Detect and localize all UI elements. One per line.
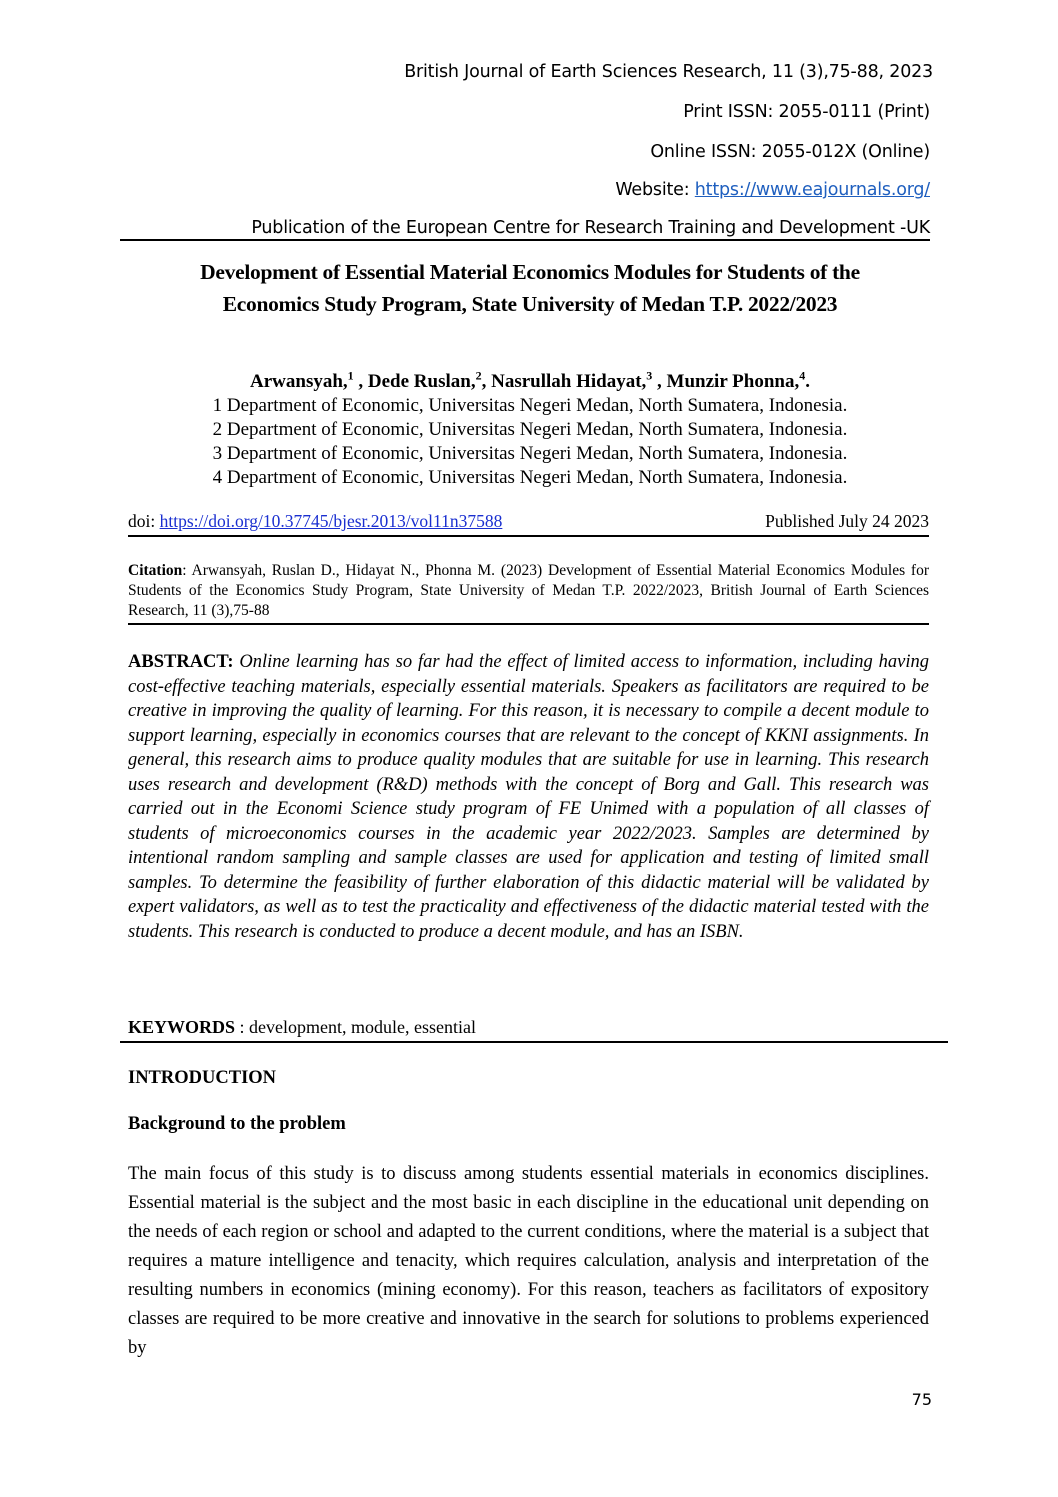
author: Dede Ruslan,$^2$, xyxy=(367,369,492,393)
author-names xyxy=(120,364,940,394)
title-line-1: Development of Essential Material Economics Modules for Students of the xyxy=(200,260,860,284)
journal-citation-line: British Journal of Earth Sciences Research, 11 (3),75-88, 2023 xyxy=(404,62,933,82)
published-date: Published July 24 2023 xyxy=(765,511,929,531)
website-label: Website: xyxy=(615,180,695,200)
print-issn: Print ISSN: 2055-0111 (Print) xyxy=(683,102,930,122)
publisher-line: Publication of the European Centre for Research Training and Development -UK xyxy=(120,218,930,241)
author: Nasrullah Hidayat,$^3$ , xyxy=(491,369,667,393)
doi-link[interactable]: https://doi.org/10.37745/bjesr.2013/vol11n37588 xyxy=(159,511,503,531)
affiliation: 4 Department of Economic, Universitas Negeri Medan, North Sumatera, Indonesia. xyxy=(212,467,848,489)
doi: doi: https://doi.org/10.37745/bjesr.2013/vol11n37588 xyxy=(128,511,503,531)
affiliation: 3 Department of Economic, Universitas Negeri Medan, North Sumatera, Indonesia. xyxy=(212,443,848,465)
author: Arwansyah,$^1$ , xyxy=(250,369,368,393)
citation xyxy=(128,561,929,625)
doi-row xyxy=(128,511,929,537)
abstract-text: Online learning has so far had the effect of limited access to information, including having cost-effective teaching materials, especially essential materials. Speakers as facilitators are required to be creative in improving the quality of learning. For this reason, it is necessary to compile a decent module to support learning, especially in economics courses that are relevant to the concept of KKNI assignments. In general, this research aims to produce quality modules that are suitable for use in learning. This research uses research and development (R&D) methods with the concept of Borg and Gall. This research was carried out in the Economi Science study program of FE Unimed with a population of all classes of students of microeconomics courses in the academic year 2022/2023. Samples are determined by intentional random sampling and sample classes are used for application and testing of limited small samples. To determine the feasibility of further elaboration of this didactic material will be validated by expert validators, as well as to test the practicality and effectiveness of the didactic material tested with the students. This research is conducted to produce a decent module, and has an ISBN. xyxy=(128,652,929,942)
page-number: 75 xyxy=(911,1390,932,1409)
section-heading-introduction: INTRODUCTION xyxy=(128,1068,277,1088)
author: Munzir Phonna,$^4$. xyxy=(666,369,810,393)
website-line xyxy=(615,180,930,200)
abstract-label: ABSTRACT xyxy=(128,652,228,672)
body-paragraph: The main focus of this study is to discuss among students essential materials in economics disciplines. Essential material is the subject and the most basic in each discipline in the educational unit depending on the needs of each region or school and adapted to the current conditions, where the material is a subject that requires a mature intelligence and tenacity, which requires calculation, analysis and interpretation of the resulting numbers in economics (mining economy). For this reason, teachers as facilitators of expository classes are required to be more creative and innovative in the search for solutions to problems experienced by xyxy=(128,1164,929,1358)
affiliation: 1 Department of Economic, Universitas Negeri Medan, North Sumatera, Indonesia. xyxy=(212,395,848,417)
subsection-heading-background: Background to the problem xyxy=(128,1114,346,1134)
keywords-label: KEYWORDS xyxy=(128,1017,236,1037)
website-link[interactable]: https://www.eajournals.org/ xyxy=(694,180,930,200)
paper-title xyxy=(120,256,940,320)
title-line-2: Economics Study Program, State University of Medan T.P. 2022/2023 xyxy=(222,292,838,316)
citation-label: Citation xyxy=(128,562,183,579)
authors-block xyxy=(120,364,940,490)
keywords-text: : development, module, essential xyxy=(235,1017,476,1037)
abstract: ABSTRACT: Online learning has so far had the effect of limited access to information, including having cost-effective teaching materials, especially essential materials. Speakers as facilitators are required to be creative in improving the quality of learning. For this reason, it is necessary to compile a decent module to support learning, especially in economics courses that are relevant to the concept of KKNI assignments. In general, this research aims to produce quality modules that are suitable for use in learning. This research uses research and development (R&D) methods with the concept of Borg and Gall. This research was carried out in the Economi Science study program of FE Unimed with a population of all classes of students of microeconomics courses in the academic year 2022/2023. Samples are determined by intentional random sampling and sample classes are used for application and testing of limited small samples. To determine the feasibility of further elaboration of this didactic material will be validated by expert validators, as well as to test the practicality and effectiveness of the didactic material tested with the students. This research is conducted to produce a decent module, and has an ISBN. xyxy=(128,652,929,942)
keywords xyxy=(120,1017,948,1043)
affiliation: 2 Department of Economic, Universitas Negeri Medan, North Sumatera, Indonesia. xyxy=(212,419,848,441)
online-issn: Online ISSN: 2055-012X (Online) xyxy=(650,142,930,162)
citation-text: : Arwansyah, Ruslan D., Hidayat N., Phonna M. (2023) Development of Essential Material Economics Modules for Students of the Economics Study Program, State University of Medan T.P. 2022/2023, British Journal of Earth Sciences Research, 11 (3),75-88 xyxy=(128,562,929,619)
